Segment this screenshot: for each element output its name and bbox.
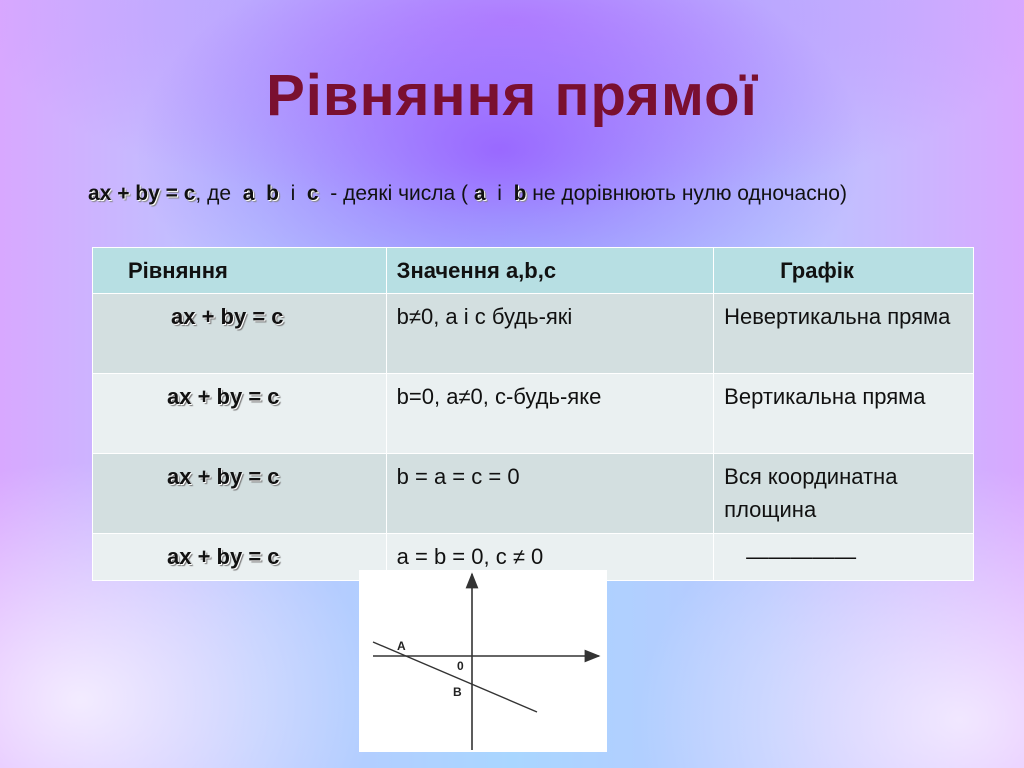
cell-values: b=0, a≠0, c-будь-яке [386,374,714,454]
intro-text-2: - деякі числа ( [330,182,469,205]
intro-var-b: b [266,182,279,205]
equation-table [92,247,974,581]
cell-values: b = a = c = 0 [386,454,714,534]
table-row [93,454,974,534]
intro-var-a2: a [473,182,486,205]
cell-equation: ax + by = c [93,534,387,581]
intro-var-b2: b [513,182,527,205]
table-header-row [93,248,974,294]
intro-conj-1: і [290,182,296,205]
header-equation: Рівняння [93,248,387,294]
table-row [93,374,974,454]
cell-equation: ax + by = c [93,374,387,454]
label-a: A [397,639,406,653]
slide-title: Рівняння прямої [266,63,758,128]
label-origin: 0 [457,659,464,673]
intro-var-a: a [242,182,255,205]
header-values: Значення a,b,c [386,248,714,294]
cell-graph: Невертикальна пряма [714,294,974,374]
intro-conj-2: і [497,182,502,205]
cell-graph: Вся координатна площина [714,454,974,534]
header-graph: Графік [714,248,974,294]
cell-equation: ax + by = c [93,294,387,374]
coordinate-graph [359,570,607,752]
intro-text [88,178,948,210]
cell-graph: Вертикальна пряма [714,374,974,454]
table-row [93,294,974,374]
cell-values: a = b = 0, c ≠ 0 [386,534,714,581]
intro-equation: ax + by = c [88,182,196,205]
label-b: B [453,685,462,699]
intro-text-3: не дорівнюють нулю одночасно) [532,182,847,205]
intro-var-c: c [306,182,319,205]
cell-equation: ax + by = c [93,454,387,534]
intro-text-1: , де [195,182,232,205]
graph-image [359,570,607,752]
cell-graph: ————— [714,534,974,581]
cell-values: b≠0, a і c будь-які [386,294,714,374]
